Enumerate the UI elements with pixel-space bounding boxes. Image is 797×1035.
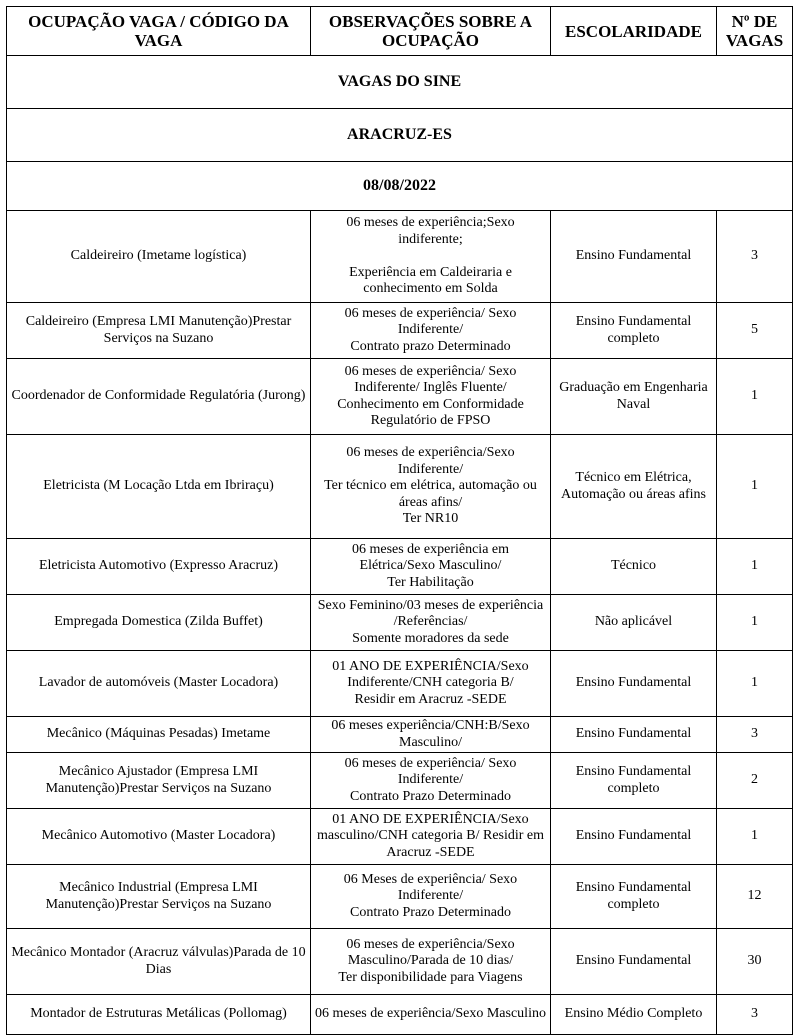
header-escolaridade: ESCOLARIDADE	[551, 7, 717, 56]
table-row	[7, 809, 793, 865]
banner-city-row	[7, 109, 793, 162]
header-ocupacao: OCUPAÇÃO VAGA / CÓDIGO DA VAGA	[7, 7, 311, 56]
vagas-cell: 2	[717, 753, 793, 809]
vagas-cell: 3	[717, 995, 793, 1035]
ocupacao-cell: Mecânico Automotivo (Master Locadora)	[7, 809, 311, 865]
escolaridade-cell: Ensino Fundamental	[551, 717, 717, 753]
vagas-cell: 30	[717, 929, 793, 995]
escolaridade-cell: Graduação em Engenharia Naval	[551, 359, 717, 435]
table-row	[7, 359, 793, 435]
banner-title-row	[7, 56, 793, 109]
table-row	[7, 929, 793, 995]
observacoes-cell: 06 meses de experiência/Sexo Indiferente/ Ter técnico em elétrica, automação ou áreas afins/ Ter NR10	[311, 435, 551, 539]
escolaridade-cell: Técnico em Elétrica, Automação ou áreas afins	[551, 435, 717, 539]
document-title: VAGAS DO SINE	[7, 56, 793, 109]
ocupacao-cell: Mecânico (Máquinas Pesadas) Imetame	[7, 717, 311, 753]
vagas-cell: 1	[717, 809, 793, 865]
table-row	[7, 995, 793, 1035]
banner-date-row	[7, 162, 793, 211]
vagas-cell: 3	[717, 211, 793, 303]
observacoes-cell: 06 meses de experiência em Elétrica/Sexo Masculino/ Ter Habilitação	[311, 539, 551, 595]
table-row	[7, 303, 793, 359]
escolaridade-cell: Ensino Fundamental completo	[551, 865, 717, 929]
ocupacao-cell: Coordenador de Conformidade Regulatória (Jurong)	[7, 359, 311, 435]
escolaridade-cell: Ensino Médio Completo	[551, 995, 717, 1035]
observacoes-cell: 06 meses de experiência/ Sexo Indiferente/ Inglês Fluente/ Conhecimento em Conformidade Regulatório de FPSO	[311, 359, 551, 435]
observacoes-cell: 06 meses de experiência/Sexo Masculino	[311, 995, 551, 1035]
ocupacao-cell: Empregada Domestica (Zilda Buffet)	[7, 595, 311, 651]
ocupacao-cell: Eletricista (M Locação Ltda em Ibriraçu)	[7, 435, 311, 539]
observacoes-cell: 06 meses de experiência/ Sexo Indiferente/ Contrato prazo Determinado	[311, 303, 551, 359]
vagas-cell: 5	[717, 303, 793, 359]
table-row	[7, 435, 793, 539]
vagas-cell: 12	[717, 865, 793, 929]
vagas-document	[6, 6, 792, 1035]
table-row	[7, 211, 793, 303]
table-row	[7, 753, 793, 809]
table-row	[7, 539, 793, 595]
escolaridade-cell: Ensino Fundamental completo	[551, 303, 717, 359]
table-row	[7, 595, 793, 651]
date-label: 08/08/2022	[7, 162, 793, 211]
ocupacao-cell: Caldeireiro (Imetame logística)	[7, 211, 311, 303]
ocupacao-cell: Lavador de automóveis (Master Locadora)	[7, 651, 311, 717]
vagas-cell: 1	[717, 359, 793, 435]
escolaridade-cell: Ensino Fundamental	[551, 651, 717, 717]
header-vagas: Nº DE VAGAS	[717, 7, 793, 56]
table-row	[7, 865, 793, 929]
table-body	[7, 211, 793, 1035]
vagas-cell: 1	[717, 539, 793, 595]
ocupacao-cell: Eletricista Automotivo (Expresso Aracruz)	[7, 539, 311, 595]
header-observacoes: OBSERVAÇÕES SOBRE A OCUPAÇÃO	[311, 7, 551, 56]
table-header-row	[7, 7, 793, 56]
vagas-cell: 3	[717, 717, 793, 753]
ocupacao-cell: Mecânico Ajustador (Empresa LMI Manutenção)Prestar Serviços na Suzano	[7, 753, 311, 809]
ocupacao-cell: Caldeireiro (Empresa LMI Manutenção)Prestar Serviços na Suzano	[7, 303, 311, 359]
observacoes-cell: 06 Meses de experiência/ Sexo Indiferente/ Contrato Prazo Determinado	[311, 865, 551, 929]
observacoes-cell: 06 meses de experiência/Sexo Masculino/Parada de 10 dias/ Ter disponibilidade para Viagens	[311, 929, 551, 995]
vagas-table	[6, 6, 793, 1035]
escolaridade-cell: Técnico	[551, 539, 717, 595]
table-row	[7, 717, 793, 753]
vagas-cell: 1	[717, 595, 793, 651]
table-row	[7, 651, 793, 717]
ocupacao-cell: Mecânico Montador (Aracruz válvulas)Parada de 10 Dias	[7, 929, 311, 995]
escolaridade-cell: Ensino Fundamental completo	[551, 753, 717, 809]
observacoes-cell: Sexo Feminino/03 meses de experiência /Referências/ Somente moradores da sede	[311, 595, 551, 651]
observacoes-cell: 06 meses experiência/CNH:B/Sexo Masculino/	[311, 717, 551, 753]
observacoes-cell: 01 ANO DE EXPERIÊNCIA/Sexo masculino/CNH categoria B/ Residir em Aracruz -SEDE	[311, 809, 551, 865]
vagas-cell: 1	[717, 651, 793, 717]
escolaridade-cell: Ensino Fundamental	[551, 211, 717, 303]
city-label: ARACRUZ-ES	[7, 109, 793, 162]
ocupacao-cell: Mecânico Industrial (Empresa LMI Manutenção)Prestar Serviços na Suzano	[7, 865, 311, 929]
observacoes-cell: 06 meses de experiência/ Sexo Indiferente/ Contrato Prazo Determinado	[311, 753, 551, 809]
vagas-cell: 1	[717, 435, 793, 539]
ocupacao-cell: Montador de Estruturas Metálicas (Pollomag)	[7, 995, 311, 1035]
escolaridade-cell: Ensino Fundamental	[551, 929, 717, 995]
escolaridade-cell: Ensino Fundamental	[551, 809, 717, 865]
observacoes-cell: 01 ANO DE EXPERIÊNCIA/Sexo Indiferente/CNH categoria B/ Residir em Aracruz -SEDE	[311, 651, 551, 717]
escolaridade-cell: Não aplicável	[551, 595, 717, 651]
observacoes-cell: 06 meses de experiência;Sexo indiferente; Experiência em Caldeiraria e conhecimento em Solda	[311, 211, 551, 303]
